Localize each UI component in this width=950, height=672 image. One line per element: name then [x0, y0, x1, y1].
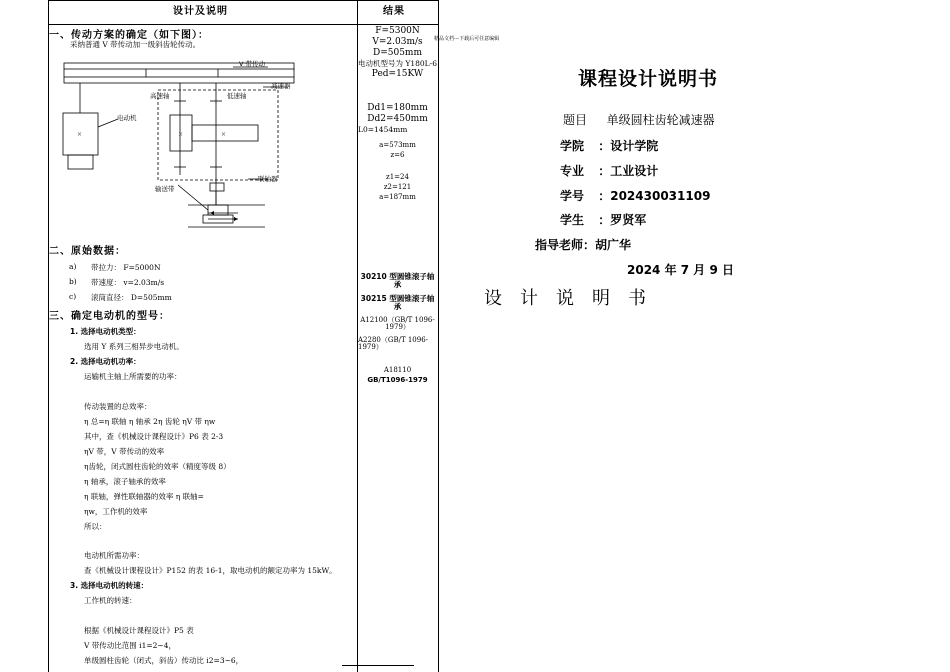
result-z: z=6 — [390, 151, 405, 159]
section-1-desc: 采纳普通 V 带传动加一级斜齿轮传动。 — [70, 40, 201, 49]
cover-advisor — [535, 236, 631, 253]
cover-college: 学院 ：设计学院 — [560, 139, 659, 153]
step2-line-2: 传动装置的总效率： — [84, 402, 152, 411]
result-diameter: D=505mm — [372, 48, 422, 58]
step2-line-5: ηV 带，V 带传动的效率 — [84, 447, 165, 456]
motor-x-mark: × — [77, 131, 83, 138]
result-force: F=5300N — [375, 26, 420, 36]
label-conveyor: 输送带 — [155, 185, 175, 193]
section-1-title: 一、传动方案的确定（如下图）： — [49, 30, 209, 41]
result-bearing-2: 30215 型圆锥滚子轴承 — [360, 294, 435, 311]
raw-data-a-idx: a) — [69, 262, 77, 271]
raw-data-a: 带拉力： F=5000N — [91, 263, 161, 272]
result-dd1: Dd1=180mm — [367, 103, 428, 113]
motor-step-3: 3. 选择电动机的转速： — [70, 581, 149, 590]
cover-date: 2024 年 7 月 9 日 — [627, 263, 734, 277]
result-a2: a=187mm — [379, 193, 416, 201]
result-a: a=573mm — [379, 141, 416, 149]
section-2-title: 二、原始数据： — [49, 246, 126, 257]
cover-student: 学生 ：罗贤军 — [560, 213, 647, 227]
watermark-text: 精品文档---下载后可任意编辑 — [434, 36, 500, 42]
raw-data-b-idx: b) — [69, 277, 77, 286]
step2-line-8: η 联轴，弹性联轴器的效率 η 联轴= — [84, 492, 204, 501]
label-low-shaft: 低速轴 — [227, 92, 247, 100]
step2-line-7: η 轴承，滚子轴承的效率 — [84, 477, 166, 486]
gear-x-mark: × — [178, 131, 184, 138]
cover-major-label: 专业 — [560, 164, 585, 178]
cover-advisor-value: 胡广华 — [595, 238, 632, 252]
label-v-belt: V 带传动 — [239, 60, 266, 68]
raw-data-c: 滚筒直径： D=505mm — [91, 293, 172, 302]
result-ped: Ped=15KW — [371, 69, 424, 79]
result-key-3: A18110 — [383, 366, 412, 374]
step2-line-4: 其中，查《机械设计课程设计》P6 表 2-3 — [84, 432, 224, 441]
table-left-border — [48, 0, 49, 672]
result-velocity: V=2.03m/s — [372, 37, 423, 47]
step3-line-3: V 带传动比范围 i1=2~4， — [84, 641, 176, 650]
table-bottom-stub — [342, 665, 414, 666]
section-3-title: 三、确定电动机的型号： — [49, 311, 170, 322]
table-top-border — [48, 0, 438, 1]
result-l0: L0=1454mm — [358, 125, 408, 134]
cover-major-value: 工业设计 — [610, 164, 659, 178]
result-column-header: 结果 — [383, 6, 405, 17]
result-dd2: Dd2=450mm — [367, 114, 428, 124]
step3-line-4: 单级圆柱齿轮（闭式，斜齿）传动比 i2=3~6， — [84, 656, 244, 665]
label-high-shaft: 高速轴 — [150, 92, 170, 100]
cover-college-value: 设计学院 — [610, 139, 659, 153]
cover-title: 课程设计说明书 — [578, 68, 719, 90]
result-key-2: A2280（GB/T 1096-1979） — [358, 336, 429, 352]
result-key-3-std: GB/T1096-1979 — [367, 376, 428, 384]
raw-data-c-idx: c) — [69, 292, 77, 301]
cover-spaced-title: 设计说明书 — [484, 288, 664, 309]
result-z2: z2=121 — [383, 183, 412, 191]
step2-line-13: 查《机械设计课程设计》P152 的表 16-1，取电动机的额定功率为 15kW。 — [84, 566, 337, 575]
cover-id-label: 学号 — [560, 189, 585, 203]
step2-line-6: η齿轮，闭式圆柱齿轮的效率（精度等级 8） — [84, 462, 231, 471]
gear-x-mark-2: × — [221, 131, 227, 138]
motor-step-1-text: 选用 Y 系列三相异步电动机。 — [84, 342, 184, 351]
cover-major: 专业 ：工业设计 — [560, 164, 659, 178]
step3-line-2: 根据《机械设计课程设计》P5 表 — [84, 626, 194, 635]
design-column-header: 设计及说明 — [173, 6, 228, 17]
cover-student-id: 学号 ：202430031109 — [560, 189, 711, 203]
transmission-diagram — [58, 55, 298, 235]
step2-line-12: 电动机所需功率： — [84, 551, 144, 560]
label-reducer: 减速器 — [271, 82, 291, 90]
v-belt-lower — [64, 77, 294, 83]
cover-college-label: 学院 — [560, 139, 585, 153]
raw-data-b: 带速度： v=2.03m/s — [91, 278, 165, 287]
result-key-1: A12100（GB/T 1096-1979） — [360, 316, 435, 332]
motor-step-2: 2. 选择电动机功率： — [70, 357, 141, 366]
table-header-border — [48, 24, 438, 25]
design-table-page — [0, 0, 450, 672]
cover-page — [450, 0, 950, 672]
result-motor-model: 电动机型号为 Y180L-6 — [358, 59, 437, 68]
step2-line-9: ηw，工作机的效率 — [84, 507, 148, 516]
cover-topic-label: 题目 — [563, 113, 588, 127]
cover-student-value: 罗贤军 — [610, 213, 647, 227]
step2-line-0: 运输机主轴上所需要的功率： — [84, 372, 182, 381]
cover-id-value: 202430031109 — [610, 189, 711, 203]
motor-step-1: 1. 选择电动机类型： — [70, 327, 141, 336]
step3-line-0: 工作机的转速： — [84, 596, 137, 605]
step2-line-3: η 总=η 联轴 η 轴承 2η 齿轮 ηV 带 ηw — [84, 417, 216, 426]
step2-line-10: 所以： — [84, 522, 107, 531]
result-z1: z1=24 — [386, 173, 409, 181]
label-motor: 电动机 — [117, 114, 137, 122]
cover-topic-value: 单级圆柱齿轮减速器 — [606, 113, 715, 127]
label-coupling: 联轴器 — [258, 175, 278, 183]
table-right-border — [438, 0, 439, 672]
cover-topic — [563, 111, 715, 128]
cover-student-label: 学生 — [560, 213, 585, 227]
result-bearing-1: 30210 型圆锥滚子轴承 — [360, 272, 435, 289]
reducer-box — [158, 90, 278, 180]
cover-advisor-label: 指导老师： — [535, 238, 596, 252]
